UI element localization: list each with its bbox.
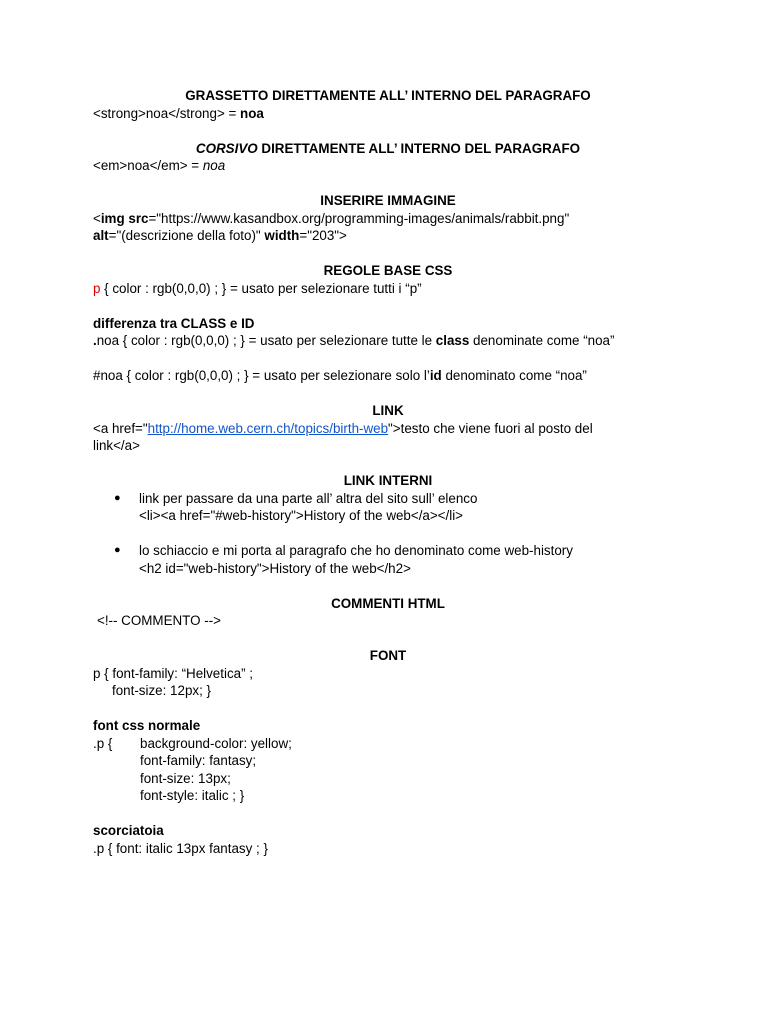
image-code-width: width [264, 228, 300, 243]
list-item-text: ● link per passare da una parte all’ altra del sito sull’ elenco [139, 490, 478, 506]
heading-font-normal: font css normale [93, 718, 201, 733]
image-code-width-value: ="203"> [299, 228, 347, 243]
heading-em-rest: DIRETTAMENTE ALL’ INTERNO DEL PARAGRAFO [257, 140, 581, 156]
id-keyword: id [429, 368, 442, 383]
class-keyword: class [435, 333, 470, 348]
list-item-code: <h2 id="web-history">History of the web</h2> [139, 560, 411, 576]
heading-internal-links: LINK INTERNI [343, 473, 433, 488]
heading-font: FONT [369, 648, 407, 663]
font-normal-line-4: font-style: italic ; } [140, 788, 245, 803]
strong-code: <strong>noa</strong> = [93, 105, 241, 121]
list-item-text: ● lo schiaccio e mi porta al paragrafo che ho denominato come web-history [139, 543, 573, 558]
id-rule-end: denominato come “noa” [441, 368, 587, 383]
heading-shortcut: scorciatoia [93, 823, 164, 838]
comment-code: <!-- COMMENTO --> [97, 613, 221, 628]
font-rule-line-2: font-size: 12px; } [112, 683, 211, 698]
list-item-code: <li><a href="#web-history">History of the web</a></li> [139, 508, 463, 523]
em-example [93, 157, 683, 175]
heading-em-italic: CORSIVO [195, 140, 258, 156]
em-code: <em>noa</em> = [93, 158, 203, 173]
image-code-line-1 [93, 210, 683, 228]
css-base-selector: p [93, 280, 101, 296]
heading-strong: GRASSETTO DIRETTAMENTE ALL’ INTERNO DEL PARAGRAFO [185, 88, 591, 103]
image-code-lt: < [93, 210, 101, 226]
class-rule-text: noa { color : rgb(0,0,0) ; } = usato per selezionare tutte le [96, 333, 436, 348]
font-normal-line-3: font-size: 13px; [140, 770, 231, 786]
image-code-alt: alt [93, 228, 109, 243]
image-code-line-2 [93, 227, 683, 245]
image-code-alt-value: ="(descrizione della foto)" [108, 228, 265, 243]
link-code-line-2: link</a> [93, 438, 140, 453]
image-code-url: ="https://www.kasandbox.org/programming-images/animals/rabbit.png" [148, 210, 570, 226]
class-rule [93, 332, 683, 350]
heading-comments: COMMENTI HTML [331, 595, 445, 611]
css-base-rest: { color : rgb(0,0,0) ; } = usato per selezionare tutti i “p” [100, 280, 422, 296]
heading-em [93, 140, 683, 158]
class-rule-end: denominate come “noa” [469, 333, 615, 348]
font-normal-bg: background-color: yellow; [140, 735, 292, 751]
internal-links-list [93, 490, 683, 578]
font-normal-line-2: font-family: fantasy; [140, 753, 257, 768]
id-rule-text: #noa { color : rgb(0,0,0) ; } = usato per selezionare solo l’ [93, 368, 430, 383]
strong-result: noa [240, 105, 264, 121]
strong-example [93, 105, 683, 123]
cern-link[interactable]: http://home.web.cern.ch/topics/birth-web [147, 420, 389, 436]
link-code-line-1 [93, 420, 683, 438]
font-rule-line-1: p { font-family: “Helvetica” ; [93, 665, 253, 681]
heading-image: INSERIRE IMMAGINE [320, 193, 456, 208]
list-item [93, 490, 683, 525]
class-dot: . [93, 333, 97, 348]
list-item [93, 542, 683, 577]
link-code-open: <a href=" [93, 420, 148, 436]
font-normal-line-1 [93, 735, 683, 753]
css-base-rule [93, 280, 683, 298]
heading-link: LINK [372, 403, 404, 418]
heading-css-base: REGOLE BASE CSS [323, 263, 453, 278]
shortcut-code: .p { font: italic 13px fantasy ; } [93, 840, 268, 856]
image-code-img: img [100, 210, 125, 226]
font-normal-selector: .p { [93, 735, 113, 751]
id-rule [93, 367, 683, 385]
heading-class-id: differenza tra CLASS e ID [93, 315, 255, 331]
link-code-text: ">testo che viene fuori al posto del [388, 420, 593, 436]
image-code-src: src [128, 210, 149, 226]
document-body [93, 87, 683, 857]
em-result: noa [202, 158, 226, 173]
